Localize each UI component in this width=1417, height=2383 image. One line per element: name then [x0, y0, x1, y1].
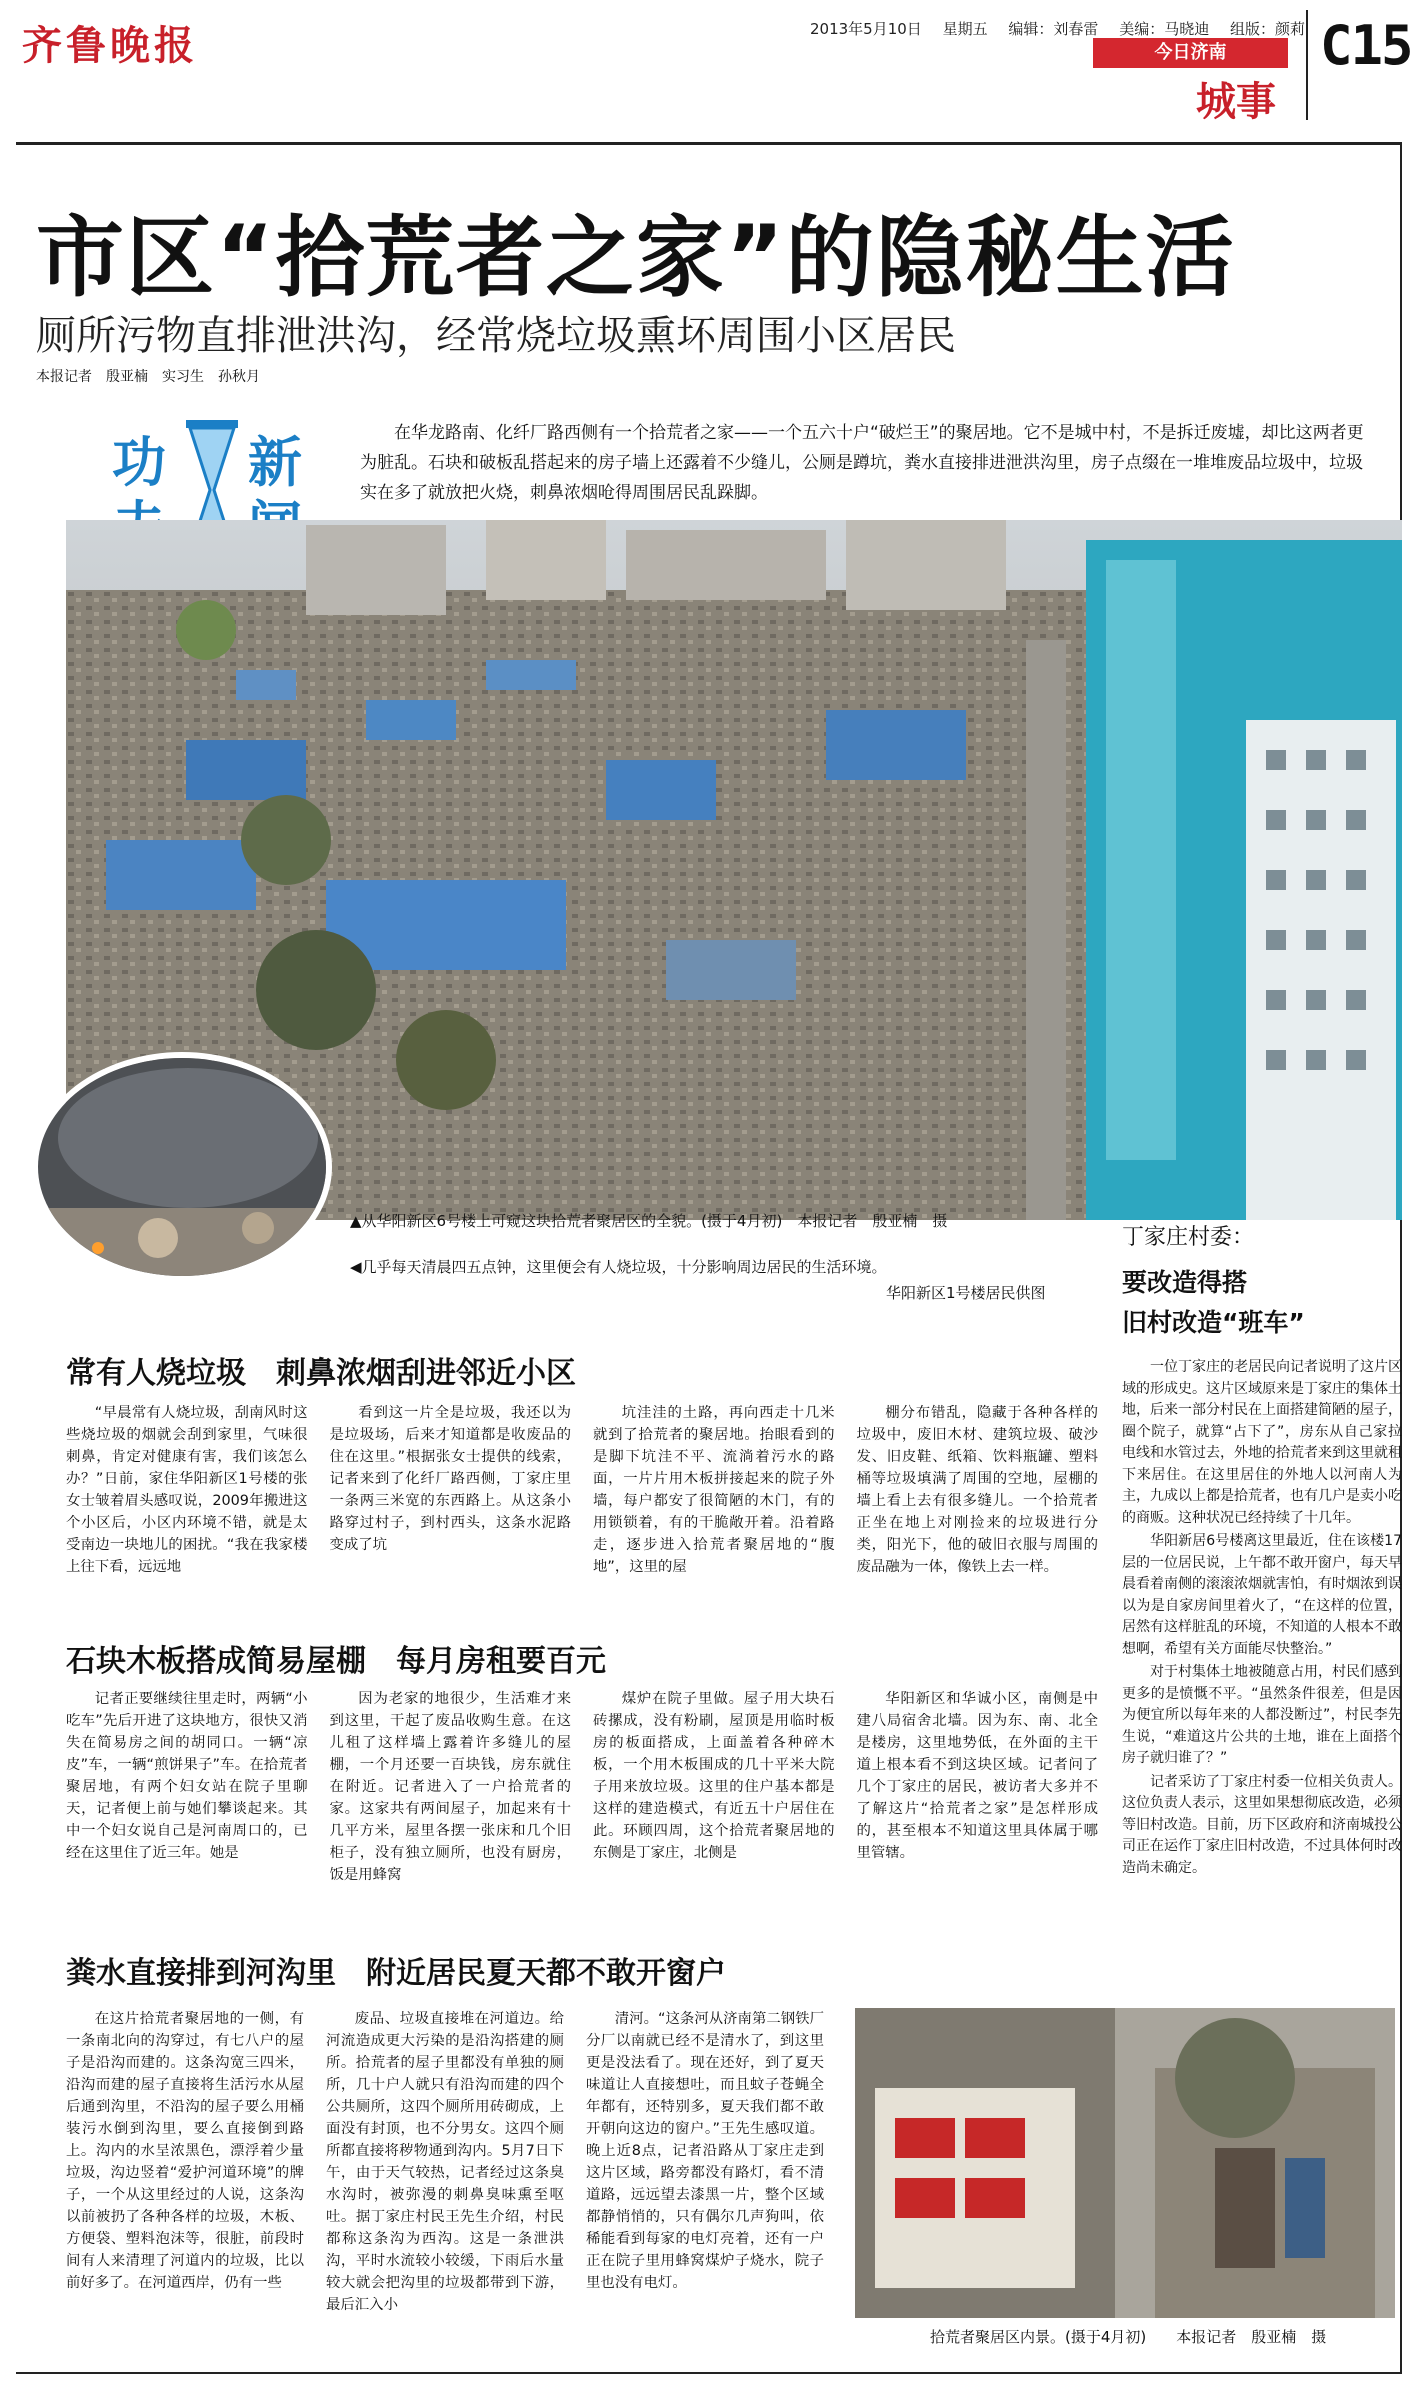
- issue-date: 2013年5月10日: [810, 20, 922, 38]
- sidebar-title-line-2: 旧村改造“班车”: [1122, 1308, 1305, 1337]
- inset-photo-credit: 华阳新区1号楼居民供图: [886, 1284, 1046, 1302]
- alley-photo: [855, 2008, 1395, 2318]
- badge-char: 功: [112, 431, 166, 494]
- section-body-1: [66, 1402, 1098, 1584]
- text-column: [857, 1402, 1099, 1584]
- main-photo-caption: ▲从华阳新区6号楼上可窥这块拾荒者聚居区的全貌。(摄于4月初) 本报记者 殷亚楠 摄: [350, 1212, 948, 1230]
- layout-credit: 组版：颜莉: [1229, 20, 1305, 38]
- art-editor-credit: 美编：马晓迪: [1119, 20, 1210, 38]
- article-subhead: 厕所污物直排泄洪沟，经常烧垃圾熏坏周围小区居民: [36, 313, 956, 359]
- column-text: “早晨常有人烧垃圾，刮南风时这些烧垃圾的烟就会刮到家里，气味很刺鼻，肯定对健康有害，我们该怎么办？”日前，家住华阳新区1号楼的张女士皱着眉头感叹说，2009年搬进这个小区后，小区内环境不错，就是太受南边一块地儿的困扰。“我在我家楼上往下看，远远地: [66, 1405, 308, 1575]
- sidebar-article: [1122, 1220, 1402, 1881]
- section-tag: 今日济南: [1093, 38, 1288, 68]
- column-text: 看到这一片全是垃圾，我还以为是垃圾场，后来才知道都是收废品的住在这里。”根据张女士提供的线索，记者来到了化纤厂路西侧，丁家庄里一条两三米宽的东西路上。从这条小路穿过村子，到村西头，这条水泥路变成了坑: [329, 1405, 571, 1553]
- column-text: 坑洼洼的土路，再向西走十几米就到了拾荒者的聚居地。抬眼看到的是脚下坑洼不平、流淌着污水的路面，一片片用木板拼接起来的院子外墙，每户都安了很简陋的木门，有的用锁锁着，有的干脆敞开着。沿着路走，逐步进入拾荒者聚居地的“腹地”，这里的屋: [593, 1405, 835, 1575]
- text-column: [66, 1688, 308, 1948]
- smoke-photo-image: [38, 1058, 332, 1282]
- column-text: 记者正要继续往里走时，两辆“小吃车”先后开进了这块地方，很快又消失在简易房之间的胡同口。一辆“凉皮”车，一辆“煎饼果子”车。在拾荒者聚居地，有两个妇女站在院子里聊天，记者便上前与她们攀谈起来。其中一个妇女说自己是河南周口的，已经在这里住了近三年。她是: [66, 1691, 308, 1861]
- sidebar-paragraph: 记者采访了丁家庄村委一位相关负责人。这位负责人表示，这里如果想彻底改造，必须等旧村改造。目前，历下区政府和济南城投公司正在运作丁家庄旧村改造，不过具体何时改造尚未确定。: [1122, 1773, 1402, 1876]
- section-body-2: [66, 1688, 1098, 1948]
- column-text: 煤炉在院子里做。屋子用大块石砖摞成，没有粉刷，屋顶是用临时板房的板面搭成，上面盖着各种碎木板，一个用木板围成的几十平米大院子用来放垃圾。这里的住户基本都是这样的建造模式，有近五十户居住在此。环顾四周，这个拾荒者聚居地的东侧是丁家庄，北侧是: [593, 1691, 835, 1861]
- page-header-info: [810, 18, 1321, 39]
- column-text: 清河。“这条河从济南第二钢铁厂分厂以南就已经不是清水了，到这里更是没法看了。现在还好，到了夏天味道让人直接想吐，而且蚊子苍蝇全年都有，还特别多，夏天我们都不敢开朝向这边的窗户。”王先生感叹道。晚上近8点，记者沿路从丁家庄走到这片区域，路旁都没有路灯，看不清道路，远远望去漆黑一片，整个区域都静悄悄的，只有偶尔几声狗叫，依稀能看到每家的电灯亮着，还有一户正在院子里用蜂窝煤炉子烧水，院子里也没有电灯。: [586, 2011, 824, 2291]
- section-title-3: 粪水直接排到河沟里 附近居民夏天都不敢开窗户: [66, 1956, 726, 1991]
- text-column: [66, 1402, 308, 1584]
- column-text: 华阳新区和华诚小区，南侧是中建八局宿舍北墙。因为东、南、北全是楼房，这里地势低，在外面的主干道上根本看不到这块区域。记者问了几个丁家庄的居民，被访者大多并不了解这片“拾荒者之家”是怎样形成的，甚至根本不知道这里具体属于哪里管辖。: [856, 1691, 1098, 1861]
- column-text: 废品、垃圾直接堆在河道边。给河流造成更大污染的是沿沟搭建的厕所。拾荒者的屋子里都没有单独的厕所，几十户人就只有沿沟而建的四个公共厕所，这四个厕所用砖砌成，上面没有封顶，也不分男女。这四个厕所都直接将秽物通到沟内。5月7日下午，由于天气较热，记者经过这条臭水沟时，被弥漫的刺鼻臭味熏至呕吐。据丁家庄村民王先生介绍，村民都称这条沟为西沟。这是一条泄洪沟，平时水流较小较缓，下雨后水量较大就会把沟里的垃圾都带到下游，最后汇入小: [326, 2011, 564, 2313]
- alley-photo-image: [855, 2008, 1395, 2318]
- text-column: [857, 1688, 1099, 1948]
- smoke-inset-photo: [32, 1052, 332, 1282]
- badge-char: 新: [248, 431, 302, 494]
- section-title-2: 石块木板搭成简易屋棚 每月房租要百元: [66, 1644, 606, 1679]
- text-column: [326, 2008, 564, 2368]
- article-byline: 本报记者 殷亚楠 实习生 孙秋月: [36, 369, 260, 385]
- article-headline: 市区“拾荒者之家”的隐秘生活: [36, 206, 1236, 309]
- text-column: [586, 2008, 824, 2368]
- issue-weekday: 星期五: [942, 20, 988, 38]
- column-text: 因为老家的地很少，生活难才来到这里，干起了废品收购生意。在这儿租了这样墙上露着许多缝儿的屋棚，一个月还要一百块钱，房东就住在附近。记者进入了一户拾荒者的家。这家共有两间屋子，加起来有十几平方米，屋里各摆一张床和几个旧柜子，没有独立厕所，也没有厨房，饭是用蜂窝: [329, 1691, 571, 1883]
- section-title-1: 常有人烧垃圾 刺鼻浓烟刮进邻近小区: [66, 1356, 576, 1391]
- alley-photo-caption: 拾荒者聚居区内景。(摄于4月初) 本报记者 殷亚楠 摄: [930, 2328, 1327, 2346]
- sidebar-title-line-1: 要改造得搭: [1122, 1268, 1248, 1297]
- page-number: C15: [1320, 14, 1412, 77]
- column-text: 棚分布错乱，隐藏于各种各样的垃圾中，废旧木材、建筑垃圾、破沙发、旧皮鞋、纸箱、饮料瓶罐、塑料桶等垃圾填满了周围的空地，屋棚的墙上看上去有很多缝儿。一个拾荒者正坐在地上对刚捡来的垃圾进行分类，阳光下，他的破旧衣服与周围的废品融为一体，像铁上去一样。: [856, 1405, 1098, 1575]
- text-column: [593, 1402, 835, 1584]
- sidebar-body: [1122, 1357, 1402, 1879]
- sidebar-paragraph: 一位丁家庄的老居民向记者说明了这片区域的形成史。这片区域原来是丁家庄的集体土地，后来一部分村民在上面搭建简陋的屋子，圈个院子，就算“占下了”，房东从自己家拉电线和水管过去，外地的拾荒者来到这里就租下来居住。在这里居住的外地人以河南人为主，九成以上都是拾荒者，也有几户是卖小吃的商贩。这种状况已经持续了十几年。: [1122, 1359, 1402, 1526]
- sidebar-label: 丁家庄村委：: [1122, 1225, 1255, 1250]
- text-column: [330, 1688, 572, 1948]
- article-lead: 在华龙路南、化纤厂路西侧有一个拾荒者之家——一个五六十户“破烂王”的聚居地。它不是城中村，不是拆迁废墟，却比这两者更为脏乱。石块和破板乱搭起来的房子墙上还露着不少缝儿，公厕是蹲坑，粪水直接排进泄洪沟里，房子点缀在一堆堆废品垃圾中，垃圾实在多了就放把火烧，刺鼻浓烟呛得周围居民乱跺脚。: [360, 423, 1364, 503]
- text-column: [593, 1688, 835, 1948]
- header-divider: [1306, 10, 1308, 120]
- section-name: 城事: [1196, 79, 1276, 125]
- sidebar-paragraph: 对于村集体土地被随意占用，村民们感到更多的是愤慨不平。“虽然条件很差，但是因为便宜所以每年来的人都没断过”，村民李先生说，“难道这片公共的土地，谁在上面搭个房子就归谁了？”: [1122, 1664, 1402, 1766]
- newspaper-logo: 齐鲁晚报: [22, 22, 198, 69]
- editor-credit: 编辑：刘春雷: [1008, 20, 1099, 38]
- sidebar-paragraph: 华阳新居6号楼离这里最近，住在该楼17层的一位居民说，上午都不敢开窗户，每天早晨看着南侧的滚滚浓烟就害怕，有时烟浓到误以为是自家房间里着火了，“在这样的位置，居然有这样脏乱的环境，不知道的人根本不敢想啊，希望有关方面能尽快整治。”: [1122, 1533, 1402, 1657]
- text-column: [330, 1402, 572, 1584]
- text-column: [66, 2008, 304, 2368]
- column-text: 在这片拾荒者聚居地的一侧，有一条南北向的沟穿过，有七八户的屋子是沿沟而建的。这条沟宽三四米，沿沟而建的屋子直接将生活污水从屋后通到沟里，不沿沟的屋子要么用桶装污水倒到沟里，要么直接倒到路上。沟内的水呈浓黑色，漂浮着少量垃圾，沟边竖着“爱护河道环境”的牌子，一个从这里经过的人说，这条沟以前被扔了各种各样的垃圾，木板、方便袋、塑料泡沫等，很脏，前段时间有人来清理了河道内的垃圾，比以前好多了。在河道西岸，仍有一些: [66, 2011, 304, 2291]
- inset-photo-caption: ◀几乎每天清晨四五点钟，这里便会有人烧垃圾，十分影响周边居民的生活环境。: [350, 1258, 887, 1276]
